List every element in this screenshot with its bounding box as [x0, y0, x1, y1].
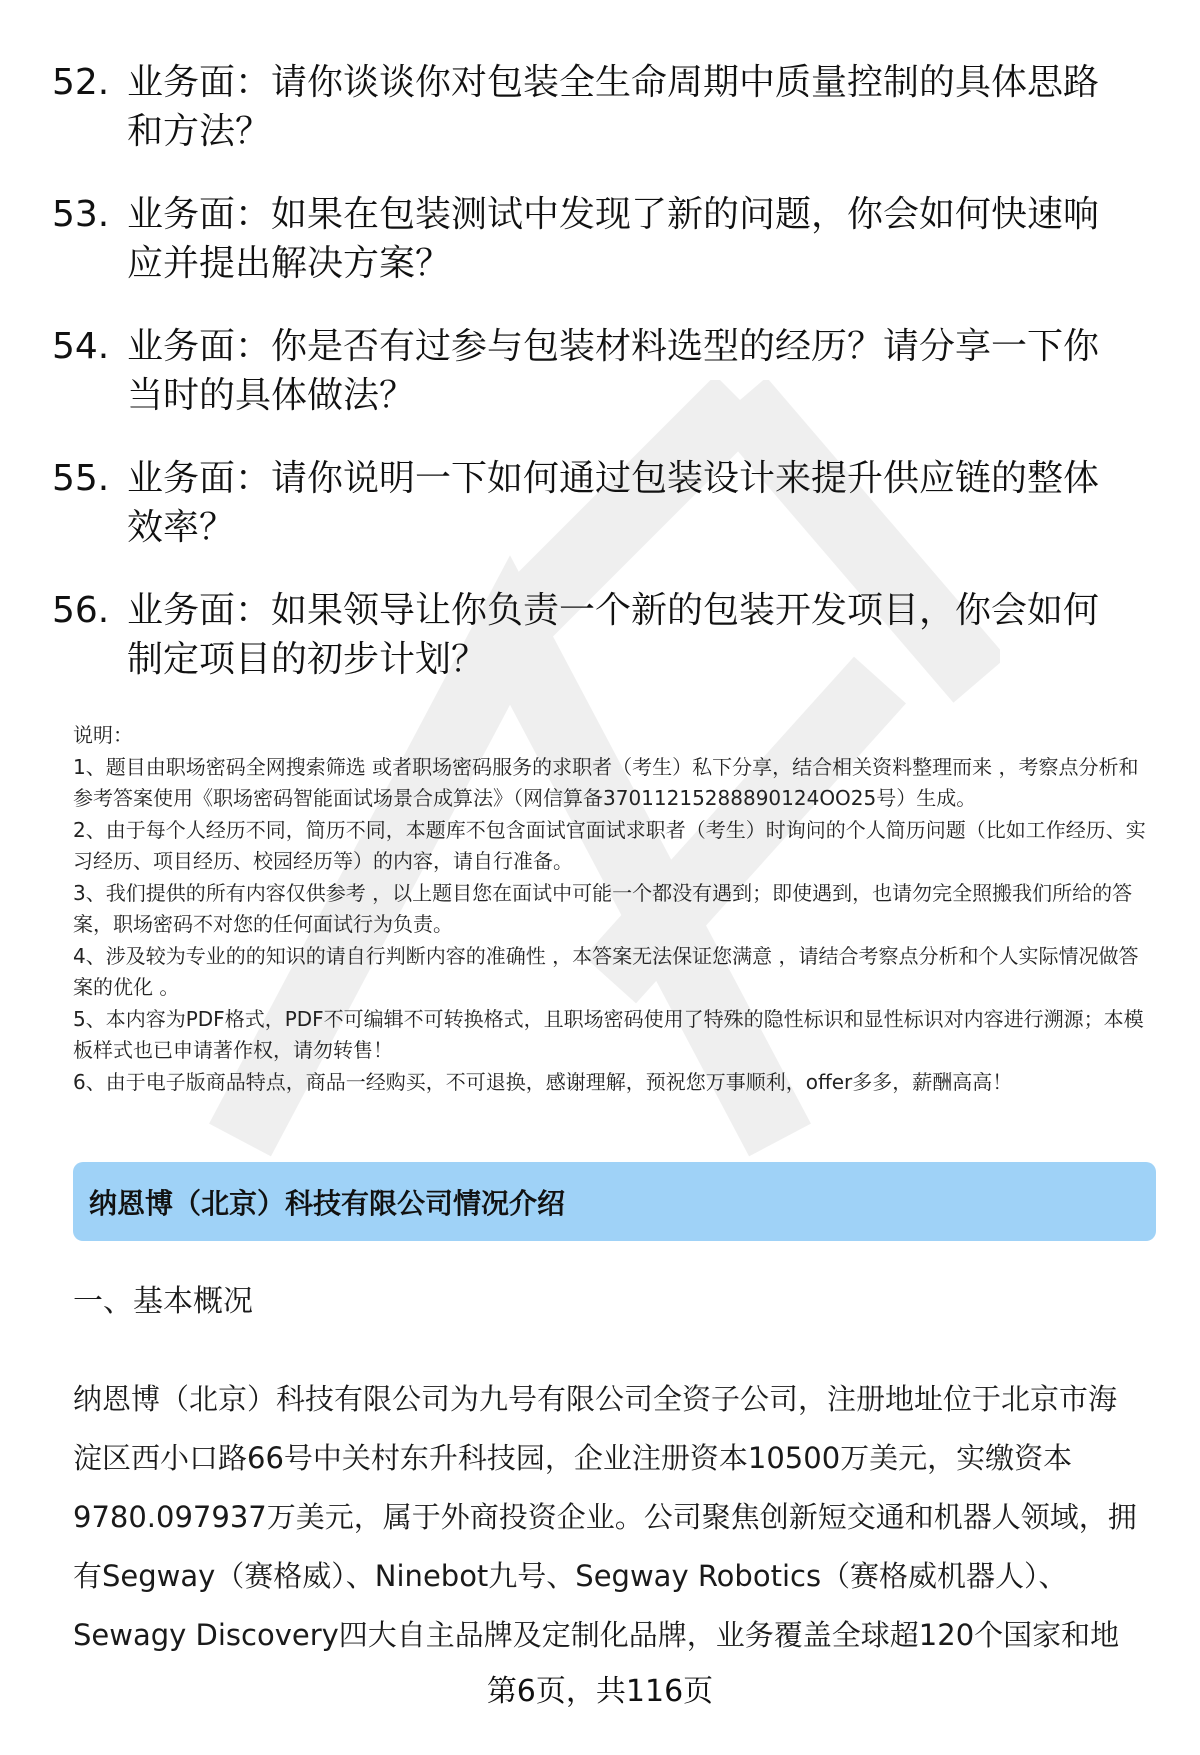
question-item [52, 586, 1142, 684]
question-item [52, 322, 1142, 420]
question-text: 业务面：如果领导让你负责一个新的包装开发项目，你会如何制定项目的初步计划？ [127, 590, 1100, 680]
section-title: 纳恩博（北京）科技有限公司情况介绍 [89, 1186, 566, 1220]
question-item [52, 58, 1142, 156]
question-number: 56. [52, 590, 110, 631]
note-item: 4、涉及较为专业的的知识的请自行判断内容的准确性 ，本答案无法保证您满意 ，请结合考察点分析和个人实际情况做答案的优化 。 [73, 943, 1139, 999]
paragraph-line: Sewagy Discovery四大自主品牌及定制化品牌，业务覆盖全球超120个国家和地 [73, 1618, 1120, 1652]
note-item: 1、题目由职场密码全网搜索筛选 或者职场密码服务的求职者（考生）私下分享，结合相关资料整理而来 ，考察点分析和参考答案使用《职场密码智能面试场景合成算法》（网信算备37011215288890124OO25号）生成。 [73, 754, 1139, 810]
notes-heading: 说明： [73, 723, 133, 747]
question-item [52, 190, 1142, 288]
question-item [52, 454, 1142, 552]
question-text: 业务面：如果在包装测试中发现了新的问题，你会如何快速响应并提出解决方案？ [127, 194, 1100, 284]
question-text: 业务面：你是否有过参与包装材料选型的经历？请分享一下你当时的具体做法？ [127, 326, 1100, 416]
company-overview-paragraph [73, 1370, 1163, 1665]
paragraph-line: 9780.097937万美元，属于外商投资企业。公司聚焦创新短交通和机器人领域，拥 [73, 1500, 1137, 1534]
question-text: 业务面：请你说明一下如何通过包装设计来提升供应链的整体效率？ [127, 458, 1100, 548]
section-header-band [73, 1162, 1156, 1241]
question-number: 55. [52, 458, 110, 499]
paragraph-line: 淀区西小口路66号中关村东升科技园，企业注册资本10500万美元，实缴资本 [73, 1441, 1073, 1475]
question-text: 业务面：请你谈谈你对包装全生命周期中质量控制的具体思路和方法？ [127, 62, 1100, 152]
note-item: 2、由于每个人经历不同，简历不同，本题库不包含面试官面试求职者（考生）时询问的个人简历问题（比如工作经历、实习经历、项目经历、校园经历等）的内容，请自行准备。 [73, 817, 1146, 873]
note-item: 5、本内容为PDF格式，PDF不可编辑不可转换格式，且职场密码使用了特殊的隐性标识和显性标识对内容进行溯源；本模板样式也已申请著作权，请勿转售！ [73, 1006, 1144, 1062]
question-number: 53. [52, 194, 110, 235]
subheading: 一、基本概况 [73, 1284, 253, 1319]
disclaimer-notes [73, 720, 1158, 1098]
question-number: 52. [52, 62, 110, 103]
paragraph-line: 有Segway（赛格威）、Ninebot九号、Segway Robotics（赛格威机器人）、 [73, 1559, 1068, 1593]
note-item: 6、由于电子版商品特点，商品一经购买，不可退换，感谢理解，预祝您万事顺利，offer多多，薪酬高高！ [73, 1069, 1013, 1094]
question-number: 54. [52, 326, 110, 367]
page-number-footer: 第6页，共116页 [486, 1674, 714, 1709]
note-item: 3、我们提供的所有内容仅供参考 ，以上题目您在面试中可能一个都没有遇到；即使遇到，也请勿完全照搬我们所给的答案，职场密码不对您的任何面试行为负责。 [73, 880, 1133, 936]
question-list [52, 58, 1142, 718]
paragraph-line: 纳恩博（北京）科技有限公司为九号有限公司全资子公司，注册地址位于北京市海 [73, 1382, 1118, 1416]
